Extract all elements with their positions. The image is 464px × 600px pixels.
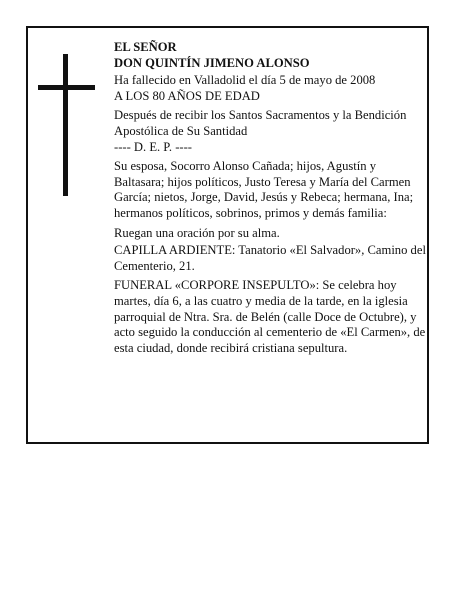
age-statement: A LOS 80 AÑOS DE EDAD xyxy=(114,88,260,103)
dep-line: ---- D. E. P. ---- xyxy=(114,139,192,154)
deceased-title: EL SEÑOR xyxy=(114,40,177,54)
death-statement: Ha fallecido en Valladolid el día 5 de mayo de 2008 xyxy=(114,73,376,88)
deceased-name: DON QUINTÍN JIMENO ALONSO xyxy=(114,55,310,70)
latin-cross-icon xyxy=(63,54,68,196)
funeral-paragraph: FUNERAL «CORPORE INSEPULTO»: Se celebra hoy martes, día 6, a las cuatro y media de la tarde, en la iglesia parroquial de Ntra. Sra. de Belén (calle Doce de Octubre), y acto seguido la conducción al cementerio de «El Carmen», de esta ciudad, donde recibirá cristiana sepultura. xyxy=(114,278,426,355)
obituary-text xyxy=(114,40,426,356)
family-paragraph: Su esposa, Socorro Alonso Cañada; hijos, Agustín y Baltasara; hijos políticos, Justo Teresa y María del Carmen García; nietos, Jorge, David, Jesús y Rebeca; hermana, Ina; hermanos políticos, sobrinos, primos y demás familia: xyxy=(114,159,414,220)
latin-cross-icon-crossbar xyxy=(38,85,95,90)
chapel-paragraph: CAPILLA ARDIENTE: Tanatorio «El Salvador», Camino del Cementerio, 21. xyxy=(114,243,426,273)
sacraments-paragraph: Después de recibir los Santos Sacramentos y la Bendición Apostólica de Su Santidad xyxy=(114,108,407,138)
prayer-paragraph: Ruegan una oración por su alma. xyxy=(114,225,280,240)
